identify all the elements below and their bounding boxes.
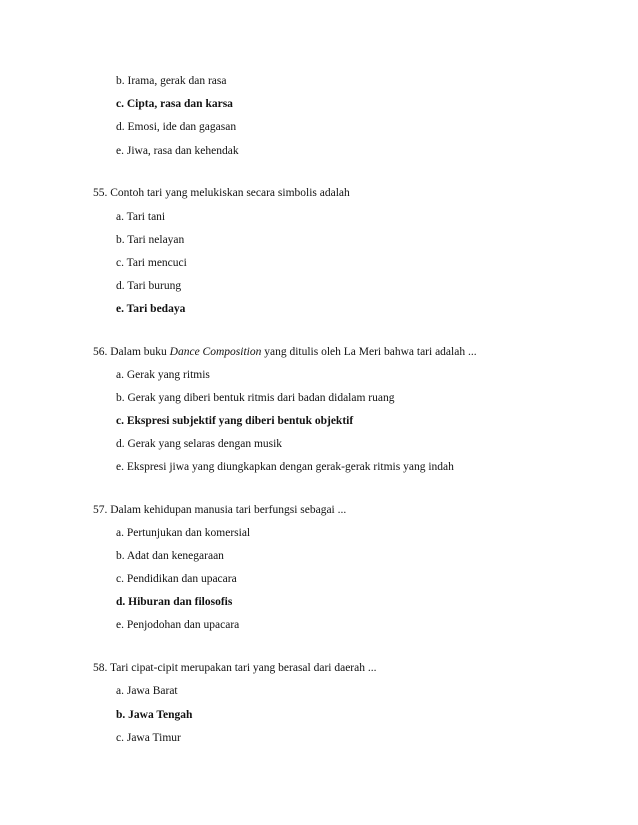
q57-option-d-answer: d. Hiburan dan filosofis (116, 596, 233, 608)
q56-option-e: e. Ekspresi jiwa yang diungkapkan dengan gerak-gerak ritmis yang indah (116, 461, 454, 473)
q57-option-b: b. Adat dan kenegaraan (116, 550, 224, 562)
q56-option-c-answer: c. Ekspresi subjektif yang diberi bentuk objektif (116, 415, 354, 427)
question-56 (93, 345, 477, 359)
q58-option-b-answer: b. Jawa Tengah (116, 709, 193, 721)
question-58: 58. Tari cipat-cipit merupakan tari yang berasal dari daerah ... (93, 662, 377, 674)
question-55: 55. Contoh tari yang melukiskan secara simbolis adalah (93, 187, 350, 199)
question-56-text-end: yang ditulis oleh La Meri bahwa tari adalah ... (261, 346, 477, 358)
option-c-answer: c. Cipta, rasa dan karsa (116, 98, 233, 110)
q58-option-c: c. Jawa Timur (116, 732, 181, 744)
q57-option-a: a. Pertunjukan dan komersial (116, 527, 251, 539)
q55-option-d: d. Tari burung (116, 280, 182, 292)
q55-option-c: c. Tari mencuci (116, 257, 187, 269)
q55-option-b: b. Tari nelayan (116, 234, 185, 246)
option-e: e. Jiwa, rasa dan kehendak (116, 145, 239, 157)
q57-option-c: c. Pendidikan dan upacara (116, 573, 237, 585)
q57-option-e: e. Penjodohan dan upacara (116, 619, 240, 631)
q56-option-d: d. Gerak yang selaras dengan musik (116, 438, 283, 450)
q55-option-a: a. Tari tani (116, 211, 166, 223)
question-57: 57. Dalam kehidupan manusia tari berfungsi sebagai ... (93, 504, 347, 516)
q56-option-b: b. Gerak yang diberi bentuk ritmis dari badan didalam ruang (116, 392, 395, 404)
option-b: b. Irama, gerak dan rasa (116, 75, 227, 87)
book-title: Dance Composition (169, 346, 262, 358)
option-d: d. Emosi, ide dan gagasan (116, 121, 237, 133)
q58-option-a: a. Jawa Barat (116, 685, 178, 697)
q56-option-a: a. Gerak yang ritmis (116, 369, 210, 381)
q55-option-e-answer: e. Tari bedaya (116, 303, 186, 315)
question-56-text-start: 56. Dalam buku (93, 346, 170, 358)
